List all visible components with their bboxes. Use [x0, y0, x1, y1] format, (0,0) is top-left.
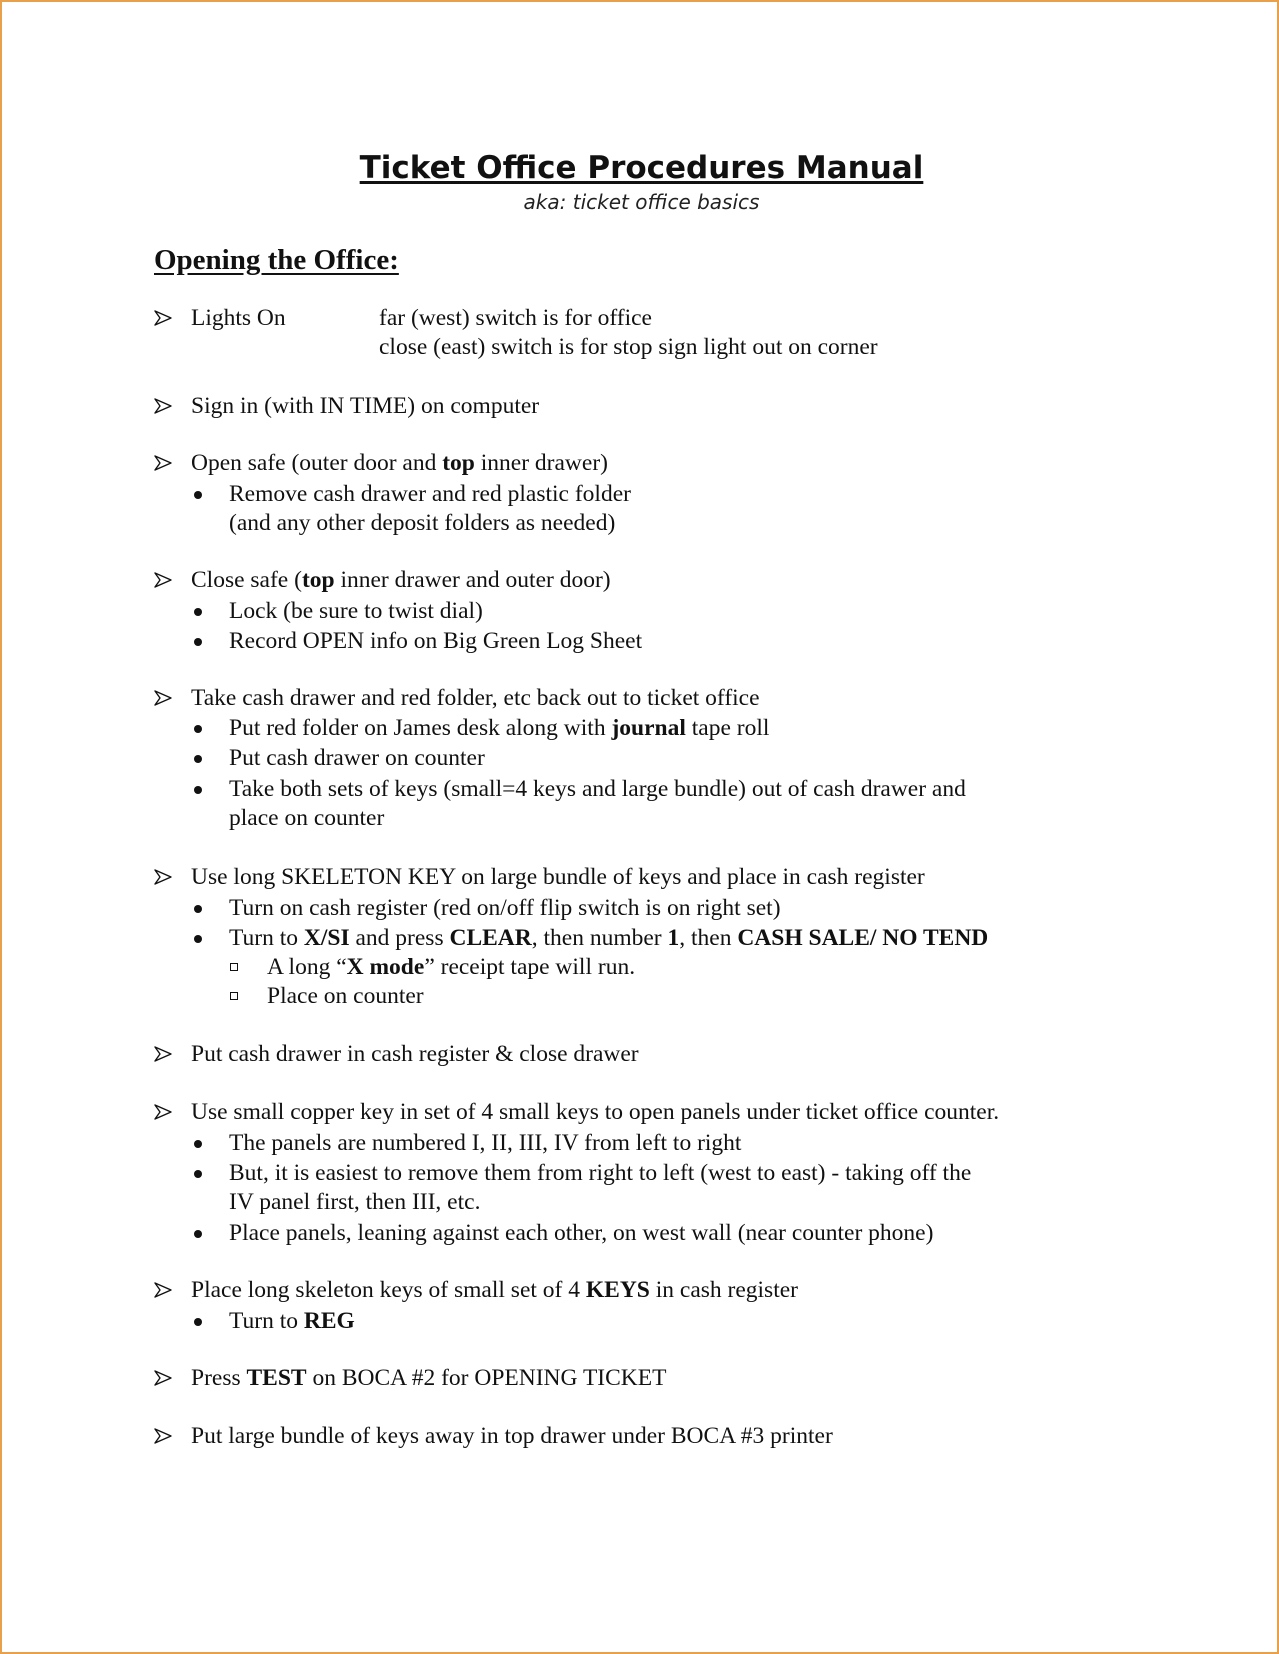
step-skeleton-key-sub-2: Turn to X/SI and press CLEAR, then number 1, then CASH SALE/ NO TEND: [229, 925, 989, 951]
arrow-bullet-icon: [154, 1421, 176, 1451]
step-take-cash-drawer-sub-2: Put cash drawer on counter: [229, 745, 485, 771]
round-bullet-icon: [194, 935, 202, 943]
step-small-keys-sub-1: Turn to REG: [229, 1308, 355, 1334]
step-lights-label: Lights On: [191, 305, 286, 331]
step-close-safe: Close safe (top inner drawer and outer door): [191, 567, 611, 593]
step-cash-drawer-in-register: Put cash drawer in cash register & close drawer: [191, 1041, 639, 1067]
arrow-bullet-icon: [154, 391, 176, 421]
step-copper-key-sub-1: The panels are numbered I, II, III, IV from left to right: [229, 1130, 742, 1156]
step-close-safe-sub-2: Record OPEN info on Big Green Log Sheet: [229, 628, 643, 654]
step-lights-detail-1: far (west) switch is for office: [379, 305, 652, 331]
round-bullet-icon: [194, 1318, 202, 1326]
arrow-bullet-icon: [154, 1097, 176, 1127]
round-bullet-icon: [194, 1140, 202, 1148]
step-skeleton-key-subsub-1: A long “X mode” receipt tape will run.: [267, 954, 636, 980]
arrow-bullet-icon: [154, 303, 176, 333]
arrow-bullet-icon: [154, 448, 176, 478]
document-title: Ticket Office Procedures Manual: [359, 150, 924, 186]
square-bullet-icon: [230, 963, 238, 971]
step-copper-key-sub-3: Place panels, leaning against each other, on west wall (near counter phone): [229, 1220, 934, 1246]
step-take-cash-drawer: Take cash drawer and red folder, etc back out to ticket office: [191, 685, 760, 711]
step-lights-detail-2: close (east) switch is for stop sign light out on corner: [379, 334, 878, 360]
round-bullet-icon: [194, 1170, 202, 1178]
arrow-bullet-icon: [154, 1039, 176, 1069]
round-bullet-icon: [194, 638, 202, 646]
round-bullet-icon: [194, 608, 202, 616]
section-heading: Opening the Office:: [154, 244, 399, 276]
arrow-bullet-icon: [154, 1363, 176, 1393]
arrow-bullet-icon: [154, 565, 176, 595]
round-bullet-icon: [194, 905, 202, 913]
step-skeleton-key-sub-1: Turn on cash register (red on/off flip switch is on right set): [229, 895, 781, 921]
step-open-safe-sub-1-cont: (and any other deposit folders as needed): [229, 510, 616, 536]
round-bullet-icon: [194, 1230, 202, 1238]
step-small-keys: Place long skeleton keys of small set of 4 KEYS in cash register: [191, 1277, 798, 1303]
round-bullet-icon: [194, 725, 202, 733]
step-sign-in: Sign in (with IN TIME) on computer: [191, 393, 540, 419]
step-take-cash-drawer-sub-3: Take both sets of keys (small=4 keys and large bundle) out of cash drawer and: [229, 776, 966, 802]
step-press-test: Press TEST on BOCA #2 for OPENING TICKET: [191, 1365, 667, 1391]
arrow-bullet-icon: [154, 683, 176, 713]
round-bullet-icon: [194, 491, 202, 499]
square-bullet-icon: [230, 992, 238, 1000]
step-skeleton-key-subsub-2: Place on counter: [267, 983, 424, 1009]
step-copper-key: Use small copper key in set of 4 small keys to open panels under ticket office counter.: [191, 1099, 1000, 1125]
step-copper-key-sub-2: But, it is easiest to remove them from right to left (west to east) - taking off the: [229, 1160, 972, 1186]
step-put-keys-away: Put large bundle of keys away in top drawer under BOCA #3 printer: [191, 1423, 833, 1449]
round-bullet-icon: [194, 755, 202, 763]
step-close-safe-sub-1: Lock (be sure to twist dial): [229, 598, 483, 624]
step-open-safe: Open safe (outer door and top inner drawer): [191, 450, 608, 476]
document-subtitle: aka: ticket office basics: [523, 190, 760, 214]
round-bullet-icon: [194, 786, 202, 794]
step-copper-key-sub-2-cont: IV panel first, then III, etc.: [229, 1189, 481, 1215]
step-take-cash-drawer-sub-3-cont: place on counter: [229, 805, 385, 831]
arrow-bullet-icon: [154, 862, 176, 892]
step-take-cash-drawer-sub-1: Put red folder on James desk along with journal tape roll: [229, 715, 770, 741]
step-open-safe-sub-1: Remove cash drawer and red plastic folder: [229, 481, 631, 507]
step-skeleton-key: Use long SKELETON KEY on large bundle of keys and place in cash register: [191, 864, 925, 890]
arrow-bullet-icon: [154, 1275, 176, 1305]
